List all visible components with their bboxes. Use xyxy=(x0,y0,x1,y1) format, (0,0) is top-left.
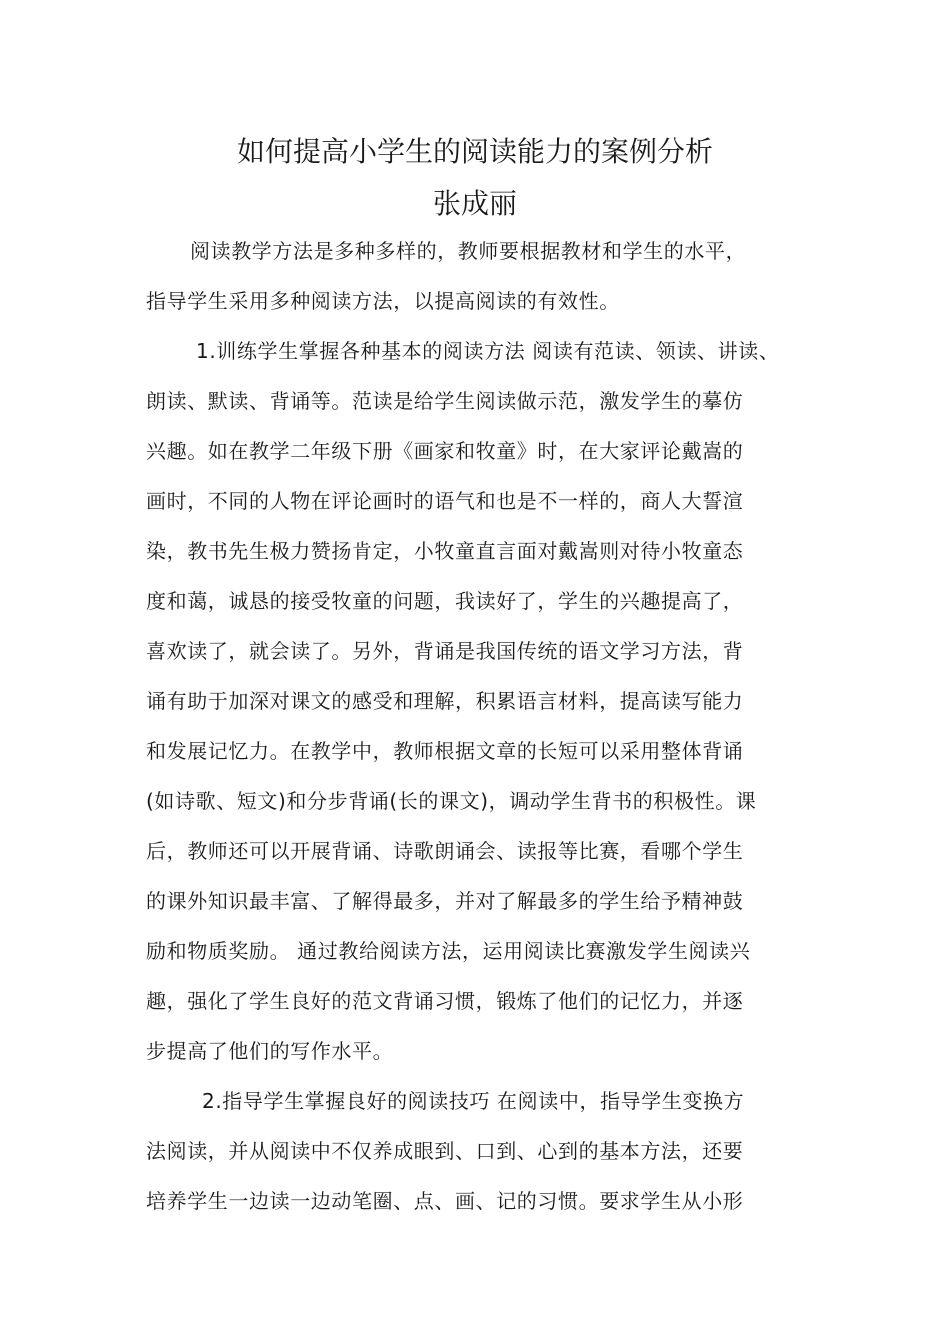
text-line: 1.训练学生掌握各种基本的阅读方法 阅读有范读、领读、讲读、 xyxy=(196,339,780,363)
text-line: (如诗歌、短文)和分步背诵(长的课文)，调动学生背书的积极性。课 xyxy=(146,789,757,813)
text-line: 兴趣。如在教学二年级下册《画家和牧童》时，在大家评论戴嵩的 xyxy=(146,439,744,463)
text-line: 和发展记忆力。在教学中，教师根据文章的长短可以采用整体背诵 xyxy=(146,739,744,763)
text-line: 度和蔼，诚恳的接受牧童的问题，我读好了，学生的兴趣提高了， xyxy=(146,589,744,613)
text-line: 2.指导学生掌握良好的阅读技巧 在阅读中，指导学生变换方 xyxy=(202,1089,745,1113)
text-line: 法阅读，并从阅读中不仅养成眼到、口到、心到的基本方法，还要 xyxy=(146,1139,744,1163)
document-author: 张成丽 xyxy=(432,187,517,220)
text-line: 染，教书先生极力赞扬肯定，小牧童直言面对戴嵩则对待小牧童态 xyxy=(146,539,744,563)
text-line: 培养学生一边读一边动笔圈、点、画、记的习惯。要求学生从小形 xyxy=(146,1189,744,1213)
text-line: 朗读、默读、背诵等。范读是给学生阅读做示范，激发学生的摹仿 xyxy=(146,389,744,413)
text-line: 指导学生采用多种阅读方法，以提高阅读的有效性。 xyxy=(146,289,620,313)
text-line: 诵有助于加深对课文的感受和理解，积累语言材料，提高读写能力 xyxy=(146,689,744,713)
text-line: 阅读教学方法是多种多样的，教师要根据教材和学生的水平， xyxy=(190,239,747,263)
text-line: 步提高了他们的写作水平。 xyxy=(146,1039,394,1063)
text-line: 画时，不同的人物在评论画时的语气和也是不一样的，商人大誓渲 xyxy=(146,489,744,513)
text-line: 励和物质奖励。 通过教给阅读方法，运用阅读比赛激发学生阅读兴 xyxy=(146,939,751,963)
text-line: 后，教师还可以开展背诵、诗歌朗诵会、读报等比赛，看哪个学生 xyxy=(146,839,744,863)
text-line: 的课外知识最丰富、了解得最多，并对了解最多的学生给予精神鼓 xyxy=(146,889,744,913)
text-line: 趣，强化了学生良好的范文背诵习惯，锻炼了他们的记忆力，并逐 xyxy=(146,989,744,1013)
document-title: 如何提高小学生的阅读能力的案例分析 xyxy=(236,135,713,168)
text-line: 喜欢读了，就会读了。另外，背诵是我国传统的语文学习方法，背 xyxy=(146,639,744,663)
